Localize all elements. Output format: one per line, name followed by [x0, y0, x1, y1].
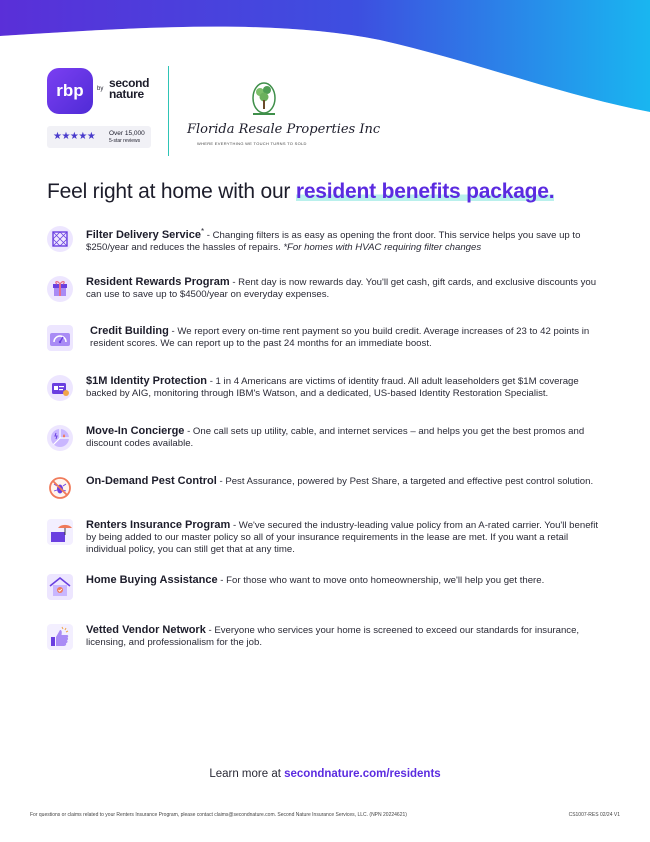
partner-logo [187, 84, 381, 154]
learn-more-link[interactable]: secondnature.com/residents [284, 768, 441, 780]
headline-prefix: Feel right at home with our [47, 180, 296, 203]
stars-icon: ★★★★★ [53, 131, 96, 142]
by-label: by [97, 86, 104, 92]
benefit-text [86, 375, 606, 400]
benefit-title: Credit Building [90, 325, 169, 337]
utilities-icon [47, 425, 73, 451]
home-buying-icon [47, 574, 73, 600]
benefit-text [86, 574, 606, 587]
reviews-text [109, 130, 145, 145]
benefit-desc: - Rent day is now rewards day. You'll get cash, gift cards, and exclusive discounts you can use to save up to $4500/year on everyday expenses. [86, 277, 597, 300]
page-headline [47, 180, 554, 204]
tree-logo-icon [247, 80, 281, 120]
benefit-desc: - Changing filters is as easy as opening the front door. This service helps you save up to $250/year and reduces the hassles of repairs. [86, 230, 581, 254]
gift-icon [47, 276, 73, 302]
benefit-note: *For homes with HVAC requiring filter changes [283, 242, 482, 254]
reviews-badge [47, 126, 151, 148]
benefit-desc: - We've secured the industry-leading value policy from an A-rated carrier. You'll benefit by being added to our master policy so all of your insurance requirements in the lease are met. If you want a retail individual policy, you can still get that at any time. [86, 520, 598, 555]
benefit-text [86, 226, 606, 254]
benefit-title: Move-In Concierge [86, 425, 185, 437]
benefit-desc: - Pest Assurance, powered by Pest Share, a targeted and effective pest control solution. [216, 476, 594, 487]
benefit-desc: - 1 in 4 Americans are victims of identity fraud. All adult leaseholders get $1M coverage backed by AIG, monitoring through IBM's Watson, and a dedicated, US-based Identity Restoration Specialist. [86, 376, 579, 399]
reviews-count: Over 15,000 [109, 130, 145, 137]
partner-name: Florida Resale Properties Inc [187, 122, 381, 137]
learn-more [0, 768, 650, 780]
benefit-text [86, 276, 606, 301]
second-nature-logo: second nature [109, 76, 150, 101]
benefit-text [86, 425, 606, 450]
benefit-title: On-Demand Pest Control [86, 475, 217, 487]
rbp-logo: rbp [47, 68, 93, 114]
credit-gauge-icon [47, 325, 73, 351]
no-pest-icon [47, 475, 73, 501]
document-code: CS1007-RES 02/24 V1 [568, 812, 620, 818]
benefit-desc: - One call sets up utility, cable, and internet services – and helps you get the best promos and discount codes available. [86, 426, 585, 449]
benefit-title: Filter Delivery Service [86, 229, 201, 242]
benefit-title: Resident Rewards Program [86, 276, 230, 288]
benefit-text [86, 519, 606, 556]
reviews-sub: 5-star reviews [109, 138, 141, 144]
thumbs-up-icon [47, 624, 73, 650]
benefit-desc: - Everyone who services your home is screened to exceed our standards for insurance, licensing, and professionalism for the job. [86, 625, 580, 648]
logo-divider [168, 66, 169, 156]
partner-tagline: WHERE EVERYTHING WE TOUCH TURNS TO SOLD [197, 141, 307, 146]
id-card-icon [47, 375, 73, 401]
filter-icon [47, 226, 73, 252]
benefit-desc: - We report every on-time rent payment so you build credit. Average increases of 23 to 42 points in resident scores. We can report up to the past 24 months for an immediate boost. [90, 326, 590, 349]
benefit-text [90, 325, 610, 350]
benefit-title: Vetted Vendor Network [86, 624, 206, 636]
benefit-title: $1M Identity Protection [86, 375, 208, 387]
benefit-text [86, 475, 606, 488]
headline-highlight: resident benefits package. [295, 180, 555, 203]
benefit-title: Renters Insurance Program [86, 519, 231, 531]
footnote-mark: * [200, 227, 205, 236]
benefit-desc: - For those who want to move onto homeownership, we'll help you get there. [217, 575, 545, 586]
learn-more-prefix: Learn more at [209, 768, 285, 780]
benefit-title: Home Buying Assistance [86, 574, 218, 586]
footer-disclaimer: For questions or claims related to your Renters Insurance Program, please contact claims@secondnature.com. Second Nature Insurance Services, LLC. (NPN 20224621) [30, 812, 407, 818]
umbrella-icon [47, 519, 73, 545]
benefit-text [86, 624, 606, 649]
